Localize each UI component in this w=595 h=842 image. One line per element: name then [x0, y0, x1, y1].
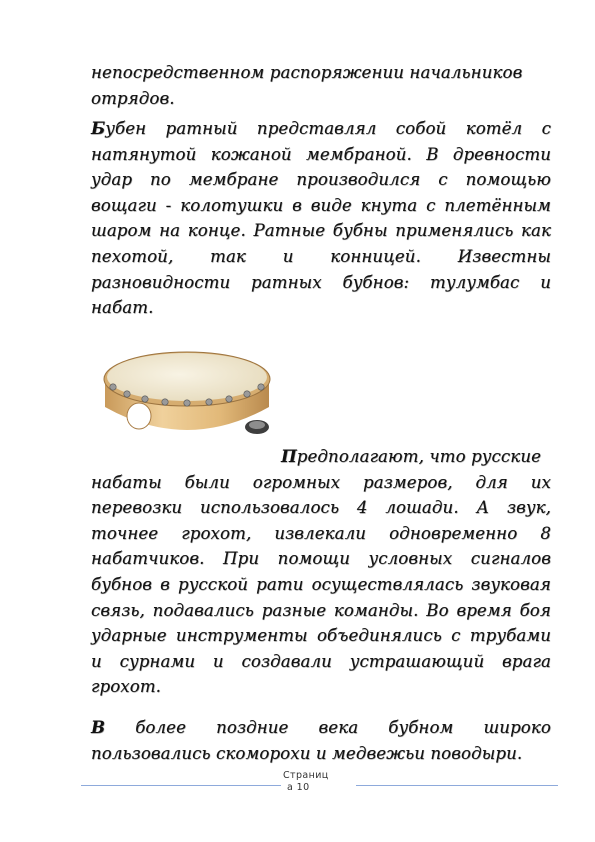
paragraph-2-text: убен ратный представлял собой котёл с натянутой кожаной мембраной. В древности удар по мембране производился с помощью вощаги - колотушки в виде кнута с плетённым шаром на конце. Ратные бубны применялись как пехотой, так и конницей. Известны разновидности ратных бубнов: тулумбас и набат. — [91, 119, 551, 318]
paragraph-1-text: непосредственном распоряжении начальников отрядов. — [91, 63, 523, 108]
paragraph-3-text: набаты были огромных размеров, для их перевозки использовалось 4 лошади. А звук, точнее грохот, извлекали одновременно 8 набатчиков. При помощи условных сигналов бубнов в русской рати осуществлялась звуковая связь, подавались разные команды. Во время боя ударные инструменты объединялись с трубами и сурнами и создавали устрашающий врага грохот. — [91, 472, 551, 697]
footer-rule-right — [356, 785, 558, 786]
footer-rule-left — [81, 785, 281, 786]
page-number — [283, 770, 355, 794]
paragraph-2 — [91, 116, 551, 321]
page-number-line-2: а 10 — [287, 782, 310, 793]
page-number-line-1: Страниц — [283, 770, 329, 781]
tambourine-image — [99, 349, 275, 445]
paragraph-3-lead: редполагают, что русские — [296, 447, 542, 466]
paragraph-4-text: более поздние века бубном широко пользовались скоморохи и медвежьи поводыри. — [91, 718, 551, 763]
paragraph-3 — [91, 444, 551, 700]
paragraph-3-initial: П — [281, 446, 297, 466]
paragraph-1 — [91, 60, 551, 111]
paragraph-4-initial: В — [91, 717, 106, 737]
paragraph-4 — [91, 715, 551, 766]
paragraph-2-initial: Б — [91, 118, 106, 138]
